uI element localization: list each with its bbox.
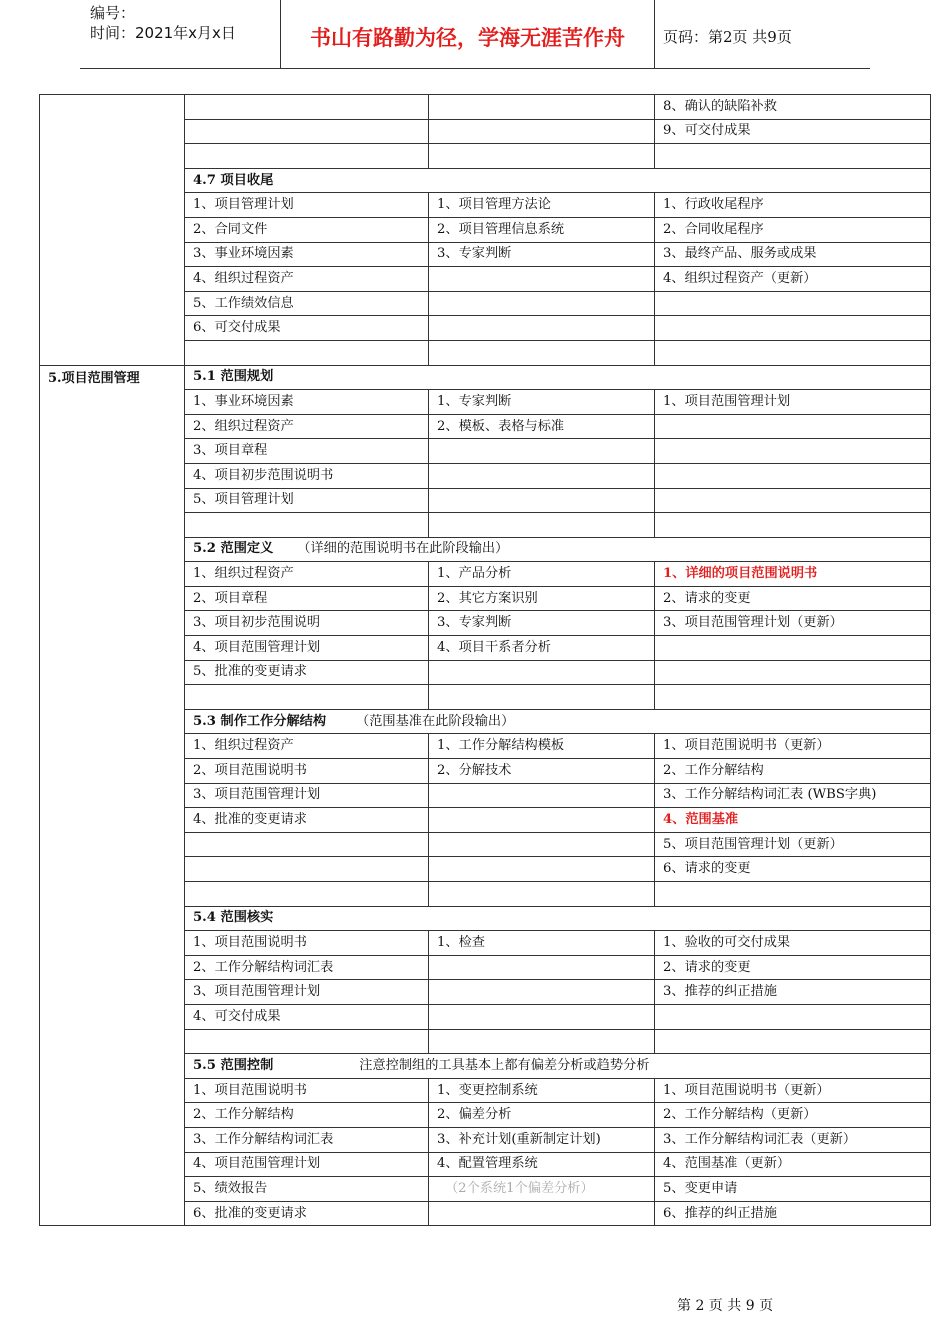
tool-cell: 3、专家判断 <box>429 611 655 636</box>
tool-cell <box>429 340 655 365</box>
input-cell: 5、项目管理计划 <box>185 488 429 513</box>
tool-cell <box>429 980 655 1005</box>
tool-cell: 1、变更控制系统 <box>429 1078 655 1103</box>
output-cell: 1、项目范围管理计划 <box>655 390 931 415</box>
input-cell: 5、工作绩效信息 <box>185 291 429 316</box>
input-cell <box>185 685 429 710</box>
tool-cell <box>429 832 655 857</box>
process-heading <box>185 365 931 390</box>
knowledge-area-cell: 5.项目范围管理 <box>40 365 185 1226</box>
tool-cell <box>429 316 655 341</box>
tool-cell <box>429 144 655 169</box>
tool-cell <box>429 463 655 488</box>
tool-cell: 1、工作分解结构模板 <box>429 734 655 759</box>
tool-cell: 2、分解技术 <box>429 759 655 784</box>
doc-number-label: 编号： <box>90 4 136 22</box>
page-info: 页码：第2页 共9页 <box>663 28 792 46</box>
output-cell <box>655 439 931 464</box>
tool-cell: 1、产品分析 <box>429 562 655 587</box>
process-title: 5.2 范围定义 <box>193 541 274 557</box>
process-note: （详细的范围说明书在此阶段输出） <box>297 541 509 557</box>
output-cell: 1、项目范围说明书（更新） <box>655 734 931 759</box>
output-cell <box>655 636 931 661</box>
tool-cell: 4、项目干系者分析 <box>429 636 655 661</box>
output-cell: 2、合同收尾程序 <box>655 217 931 242</box>
output-cell <box>655 1029 931 1054</box>
input-cell: 6、批准的变更请求 <box>185 1201 429 1226</box>
section-row <box>40 365 931 390</box>
input-cell <box>185 95 429 120</box>
input-cell: 3、项目章程 <box>185 439 429 464</box>
input-cell: 3、项目范围管理计划 <box>185 980 429 1005</box>
input-cell: 6、可交付成果 <box>185 316 429 341</box>
tool-cell: 2、其它方案识别 <box>429 586 655 611</box>
input-cell: 1、组织过程资产 <box>185 562 429 587</box>
output-cell: 3、项目范围管理计划（更新） <box>655 611 931 636</box>
tool-cell: 2、模板、表格与标准 <box>429 414 655 439</box>
process-title: 5.3 制作工作分解结构 <box>193 713 327 729</box>
input-cell: 4、项目初步范围说明书 <box>185 463 429 488</box>
input-cell <box>185 882 429 907</box>
input-cell <box>185 1029 429 1054</box>
process-note: 注意控制组的工具基本上都有偏差分析或趋势分析 <box>359 1057 650 1073</box>
input-cell: 3、项目范围管理计划 <box>185 783 429 808</box>
output-cell <box>655 414 931 439</box>
tool-cell <box>429 267 655 292</box>
header-page-cell <box>655 0 870 68</box>
tool-cell <box>429 513 655 538</box>
output-cell: 3、工作分解结构词汇表 (WBS字典) <box>655 783 931 808</box>
output-cell <box>655 685 931 710</box>
output-cell: 9、可交付成果 <box>655 119 931 144</box>
output-cell <box>655 463 931 488</box>
tool-cell <box>429 1201 655 1226</box>
output-cell: 1、详细的项目范围说明书 <box>655 562 931 587</box>
tool-cell: 1、专家判断 <box>429 390 655 415</box>
output-cell: 2、请求的变更 <box>655 586 931 611</box>
process-heading <box>185 168 931 193</box>
process-table <box>39 94 931 1226</box>
input-cell: 1、项目范围说明书 <box>185 1078 429 1103</box>
output-cell: 1、验收的可交付成果 <box>655 931 931 956</box>
tool-cell: 1、检查 <box>429 931 655 956</box>
tool-cell <box>429 119 655 144</box>
header-meta-cell <box>80 0 281 68</box>
process-title: 5.1 范围规划 <box>193 369 274 385</box>
input-cell: 3、项目初步范围说明 <box>185 611 429 636</box>
input-cell: 4、可交付成果 <box>185 1004 429 1029</box>
tool-cell <box>429 488 655 513</box>
tool-cell: 1、项目管理方法论 <box>429 193 655 218</box>
tool-cell <box>429 808 655 833</box>
output-cell <box>655 882 931 907</box>
table-row <box>40 95 931 120</box>
output-cell: 3、最终产品、服务或成果 <box>655 242 931 267</box>
output-cell: 1、项目范围说明书（更新） <box>655 1078 931 1103</box>
output-cell <box>655 316 931 341</box>
tool-cell <box>429 857 655 882</box>
tool-cell <box>429 291 655 316</box>
input-cell: 4、项目范围管理计划 <box>185 1152 429 1177</box>
process-title: 5.4 范围核实 <box>193 910 274 926</box>
output-cell: 6、推荐的纠正措施 <box>655 1201 931 1226</box>
input-cell: 5、绩效报告 <box>185 1177 429 1202</box>
output-cell <box>655 513 931 538</box>
tool-cell <box>429 685 655 710</box>
input-cell: 3、事业环境因素 <box>185 242 429 267</box>
process-title: 4.7 项目收尾 <box>193 172 274 188</box>
tool-cell <box>429 660 655 685</box>
output-cell <box>655 488 931 513</box>
page-footer: 第 2 页 共 9 页 <box>677 1298 774 1314</box>
input-cell: 1、项目管理计划 <box>185 193 429 218</box>
tool-cell: （2个系统1个偏差分析） <box>429 1177 655 1202</box>
output-cell: 5、变更申请 <box>655 1177 931 1202</box>
output-cell: 1、行政收尾程序 <box>655 193 931 218</box>
output-cell: 2、请求的变更 <box>655 955 931 980</box>
output-cell: 6、请求的变更 <box>655 857 931 882</box>
output-cell: 4、范围基准（更新） <box>655 1152 931 1177</box>
input-cell: 2、项目范围说明书 <box>185 759 429 784</box>
tool-cell <box>429 882 655 907</box>
knowledge-area-cell <box>40 95 185 366</box>
output-cell: 2、工作分解结构 <box>655 759 931 784</box>
tool-cell: 3、专家判断 <box>429 242 655 267</box>
tool-cell <box>429 1029 655 1054</box>
input-cell: 4、组织过程资产 <box>185 267 429 292</box>
tool-cell <box>429 439 655 464</box>
input-cell: 1、组织过程资产 <box>185 734 429 759</box>
input-cell <box>185 832 429 857</box>
input-cell <box>185 340 429 365</box>
output-cell: 4、范围基准 <box>655 808 931 833</box>
input-cell: 2、组织过程资产 <box>185 414 429 439</box>
process-heading <box>185 709 931 734</box>
tool-cell <box>429 783 655 808</box>
input-cell: 2、工作分解结构 <box>185 1103 429 1128</box>
output-cell: 8、确认的缺陷补救 <box>655 95 931 120</box>
output-cell <box>655 1004 931 1029</box>
output-cell <box>655 660 931 685</box>
tool-cell: 2、偏差分析 <box>429 1103 655 1128</box>
input-cell <box>185 513 429 538</box>
tool-cell <box>429 95 655 120</box>
process-title: 5.5 范围控制 <box>193 1057 274 1073</box>
process-heading <box>185 1054 931 1079</box>
output-cell: 2、工作分解结构（更新） <box>655 1103 931 1128</box>
process-heading <box>185 906 931 931</box>
process-table-body <box>40 95 931 1226</box>
tool-cell <box>429 1004 655 1029</box>
tool-cell: 3、补充计划(重新制定计划) <box>429 1127 655 1152</box>
header-motto-cell <box>281 0 655 68</box>
output-cell: 3、工作分解结构词汇表（更新） <box>655 1127 931 1152</box>
page-header <box>80 0 870 69</box>
input-cell <box>185 144 429 169</box>
input-cell <box>185 857 429 882</box>
input-cell: 5、批准的变更请求 <box>185 660 429 685</box>
input-cell: 3、工作分解结构词汇表 <box>185 1127 429 1152</box>
tool-cell: 2、项目管理信息系统 <box>429 217 655 242</box>
motto-text: 书山有路勤为径，学海无涯苦作舟 <box>310 25 625 50</box>
process-heading <box>185 537 931 562</box>
input-cell: 2、项目章程 <box>185 586 429 611</box>
doc-time-label: 时间：2021年x月x日 <box>90 24 236 42</box>
input-cell: 2、合同文件 <box>185 217 429 242</box>
output-cell: 4、组织过程资产（更新） <box>655 267 931 292</box>
process-note: （范围基准在此阶段输出） <box>356 713 515 729</box>
input-cell <box>185 119 429 144</box>
input-cell: 2、工作分解结构词汇表 <box>185 955 429 980</box>
output-cell <box>655 291 931 316</box>
output-cell <box>655 144 931 169</box>
input-cell: 1、事业环境因素 <box>185 390 429 415</box>
output-cell <box>655 340 931 365</box>
output-cell: 3、推荐的纠正措施 <box>655 980 931 1005</box>
input-cell: 4、批准的变更请求 <box>185 808 429 833</box>
input-cell: 4、项目范围管理计划 <box>185 636 429 661</box>
tool-cell: 4、配置管理系统 <box>429 1152 655 1177</box>
input-cell: 1、项目范围说明书 <box>185 931 429 956</box>
output-cell: 5、项目范围管理计划（更新） <box>655 832 931 857</box>
tool-cell <box>429 955 655 980</box>
